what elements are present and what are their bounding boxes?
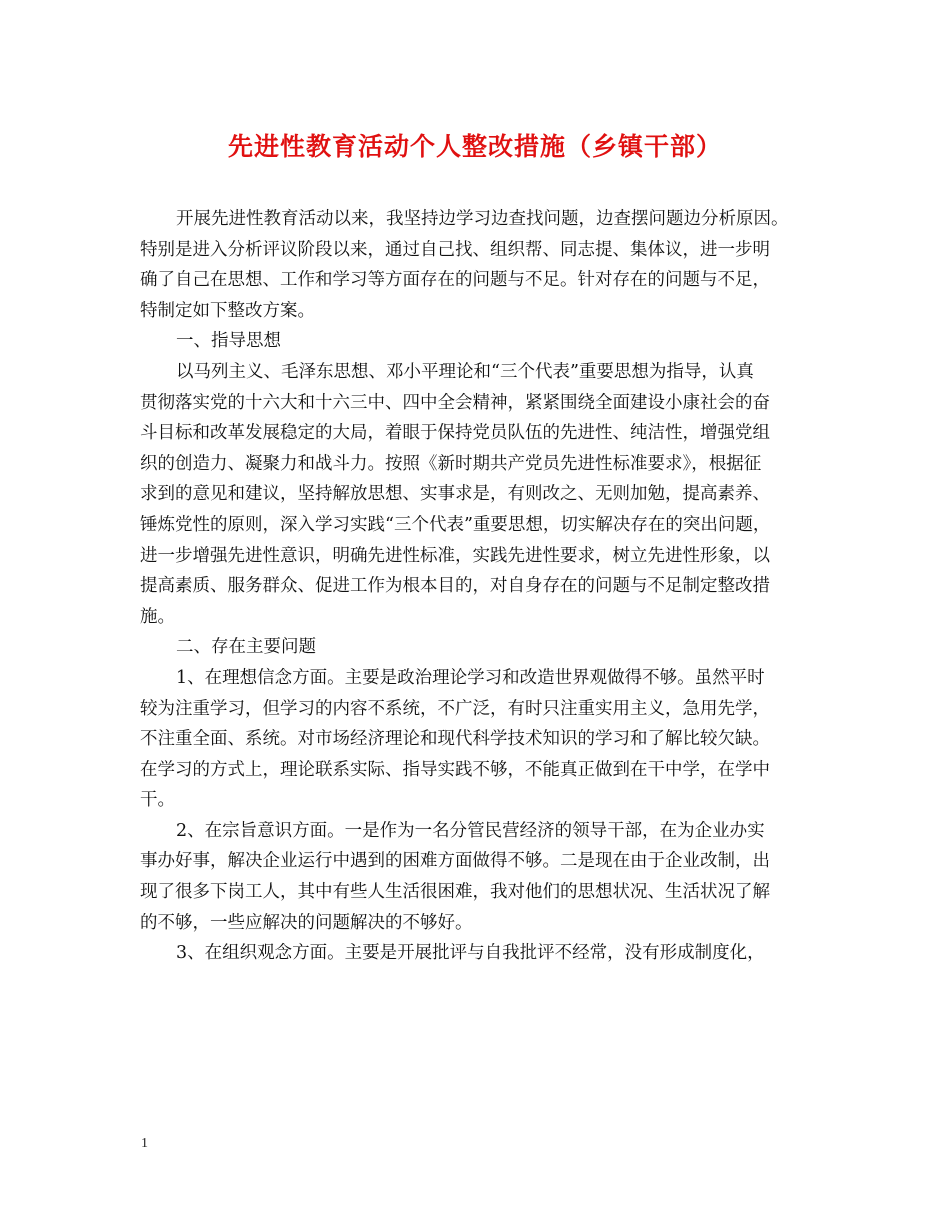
page-number: 1: [141, 1136, 148, 1151]
paragraph-line: 以马列主义、毛泽东思想、邓小平理论和“三个代表”重要思想为指导，认真: [176, 361, 754, 382]
paragraph-line: 2、在宗旨意识方面。一是作为一名分管民营经济的领导干部，在为企业办实: [176, 820, 765, 841]
paragraph-line: 干。: [140, 790, 175, 811]
paragraph-line: 贯彻落实党的十六大和十六三中、四中全会精神，紧紧围绕全面建设小康社会的奋: [140, 392, 770, 413]
paragraph-line: 的不够，一些应解决的问题解决的不够好。: [140, 912, 473, 933]
paragraph-line: 求到的意见和建议，坚持解放思想、实事求是，有则改之、无则加勉，提高素养、: [140, 484, 770, 505]
section-heading: 一、指导思想: [176, 331, 281, 352]
document-title: 先进性教育活动个人整改措施（乡镇干部）: [227, 132, 722, 161]
paragraph-line: 在学习的方式上，理论联系实际、指导实践不够，不能真正做到在干中学，在学中: [140, 759, 770, 780]
paragraph-line: 不注重全面、系统。对市场经济理论和现代科学技术知识的学习和了解比较欠缺。: [140, 729, 770, 750]
document-body: [140, 204, 830, 969]
paragraph-line: 事办好事，解决企业运行中遇到的困难方面做得不够。二是现在由于企业改制，出: [140, 851, 770, 872]
paragraph-line: 特制定如下整改方案。: [140, 300, 315, 321]
paragraph-line: 织的创造力、凝聚力和战斗力。按照《新时期共产党员先进性标准要求》，根据征: [140, 453, 762, 474]
paragraph-line: 现了很多下岗工人，其中有些人生活很困难，我对他们的思想状况、生活状况了解: [140, 882, 770, 903]
paragraph-line: 特别是进入分析评议阶段以来，通过自己找、组织帮、同志提、集体议，进一步明: [140, 239, 770, 260]
section-heading: 二、存在主要问题: [176, 637, 316, 658]
paragraph-line: 进一步增强先进性意识，明确先进性标准，实践先进性要求，树立先进性形象，以: [140, 545, 770, 566]
paragraph-line: 斗目标和改革发展稳定的大局，着眼于保持党员队伍的先进性、纯洁性，增强党组: [140, 423, 770, 444]
paragraph-line: 锤炼党性的原则，深入学习实践“三个代表”重要思想，切实解决存在的突出问题，: [140, 514, 771, 535]
paragraph-line: 1、在理想信念方面。主要是政治理论学习和改造世界观做得不够。虽然平时: [176, 667, 765, 688]
paragraph-line: 确了自己在思想、工作和学习等方面存在的问题与不足。针对存在的问题与不足，: [140, 270, 770, 291]
paragraph-line: 施。: [140, 606, 175, 627]
paragraph-line: 开展先进性教育活动以来，我坚持边学习边查找问题，边查摆问题边分析原因。: [176, 209, 789, 229]
paragraph-line: 提高素质、服务群众、促进工作为根本目的，对自身存在的问题与不足制定整改措: [140, 576, 770, 597]
paragraph-line: 较为注重学习，但学习的内容不系统，不广泛，有时只注重实用主义，急用先学，: [140, 698, 770, 719]
paragraph-line: 3、在组织观念方面。主要是开展批评与自我批评不经常，没有形成制度化，: [176, 943, 765, 964]
